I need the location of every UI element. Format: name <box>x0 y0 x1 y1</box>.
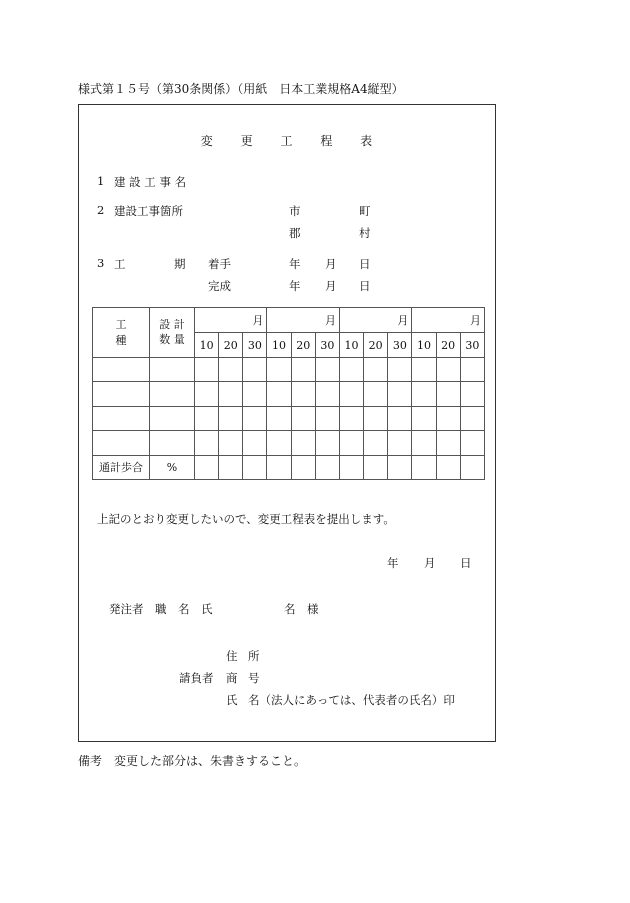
village-label: 村 <box>359 226 371 240</box>
contractor-name-a: 氏 <box>226 693 238 707</box>
date-month: 月 <box>424 556 436 570</box>
cell <box>243 455 267 479</box>
cell <box>436 357 460 381</box>
cell <box>267 455 291 479</box>
kind-char-a: 工 <box>115 318 127 332</box>
title-char: 更 <box>240 134 254 148</box>
item3-label-b: 期 <box>174 257 186 271</box>
day-header: 30 <box>243 333 267 357</box>
day-header: 30 <box>388 333 412 357</box>
cell <box>412 431 436 455</box>
cell <box>436 431 460 455</box>
cell <box>150 382 195 406</box>
title-char: 表 <box>360 134 374 148</box>
cell <box>315 455 339 479</box>
cell <box>339 455 363 479</box>
day-header: 10 <box>195 333 219 357</box>
month-header: 月 <box>267 308 339 333</box>
qty-line-a: 設 計 <box>159 318 185 332</box>
contractor-label: 請負者 <box>179 671 214 685</box>
cell <box>412 455 436 479</box>
cell <box>315 431 339 455</box>
day-header: 20 <box>364 333 388 357</box>
form-header: 様式第１５号（第30条関係）（用紙 日本工業規格A4縦型） <box>78 82 404 96</box>
cell <box>388 455 412 479</box>
cell <box>460 357 484 381</box>
end-year: 年 <box>289 279 301 293</box>
day-header: 30 <box>460 333 484 357</box>
cell <box>93 357 150 381</box>
percent-cell: % <box>150 455 195 479</box>
cell <box>291 406 315 430</box>
start-day: 日 <box>359 257 371 271</box>
orderer-name-a: 名 <box>178 602 190 616</box>
end-month: 月 <box>325 279 337 293</box>
cell <box>339 382 363 406</box>
cell <box>267 382 291 406</box>
cell <box>388 382 412 406</box>
schedule-table <box>92 307 485 480</box>
start-label: 着手 <box>208 257 231 271</box>
cell <box>364 357 388 381</box>
contractor-address-b: 所 <box>248 649 260 663</box>
cell <box>93 431 150 455</box>
cell <box>460 455 484 479</box>
cell <box>291 455 315 479</box>
cell <box>412 406 436 430</box>
orderer-name-c: 名 <box>284 602 296 616</box>
cell <box>388 406 412 430</box>
cell <box>460 406 484 430</box>
item1-label: 建 設 工 事 名 <box>114 175 187 189</box>
day-header: 20 <box>436 333 460 357</box>
cell <box>219 382 243 406</box>
note-text: 備考 変更した部分は、朱書きすること。 <box>78 754 307 768</box>
cell <box>219 357 243 381</box>
day-header: 20 <box>291 333 315 357</box>
orderer-position: 職 <box>155 602 167 616</box>
month-header: 月 <box>339 308 411 333</box>
statement-text: 上記のとおり変更したいので、変更工程表を提出します。 <box>97 512 395 526</box>
cell <box>436 455 460 479</box>
orderer-honorific: 様 <box>307 602 319 616</box>
table-row <box>93 382 485 406</box>
item3-number: 3 <box>97 256 105 270</box>
day-header: 10 <box>412 333 436 357</box>
start-year: 年 <box>289 257 301 271</box>
form-frame <box>78 104 496 742</box>
cell <box>267 406 291 430</box>
cell <box>243 431 267 455</box>
total-row <box>93 455 485 479</box>
title-char: 変 <box>200 134 214 148</box>
month-header: 月 <box>412 308 485 333</box>
total-label: 通計歩合 <box>93 455 150 479</box>
cell <box>267 431 291 455</box>
day-header: 30 <box>315 333 339 357</box>
town-label: 町 <box>359 204 371 218</box>
cell <box>150 431 195 455</box>
date-year: 年 <box>387 556 399 570</box>
cell <box>315 357 339 381</box>
cell <box>436 406 460 430</box>
month-header: 月 <box>195 308 267 333</box>
day-header: 20 <box>219 333 243 357</box>
cell <box>243 406 267 430</box>
cell <box>195 357 219 381</box>
item1-number: 1 <box>97 174 105 188</box>
date-day: 日 <box>460 556 472 570</box>
cell <box>388 357 412 381</box>
end-label: 完成 <box>208 279 231 293</box>
cell <box>315 382 339 406</box>
table-row <box>93 357 485 381</box>
cell <box>364 406 388 430</box>
contractor-trade-b: 号 <box>248 671 260 685</box>
cell <box>364 431 388 455</box>
cell <box>339 357 363 381</box>
table-row <box>93 406 485 430</box>
qty-line-b: 数 量 <box>159 333 185 347</box>
cell <box>339 406 363 430</box>
cell <box>291 382 315 406</box>
cell <box>243 357 267 381</box>
form-title <box>79 132 495 149</box>
orderer-label: 発注者 <box>109 602 144 616</box>
title-char: 工 <box>280 134 294 148</box>
kind-char-b: 種 <box>115 334 127 348</box>
cell <box>219 431 243 455</box>
contractor-trade-a: 商 <box>226 671 238 685</box>
cell <box>412 382 436 406</box>
cell <box>364 455 388 479</box>
cell <box>195 455 219 479</box>
cell <box>460 431 484 455</box>
day-header: 10 <box>339 333 363 357</box>
cell <box>436 382 460 406</box>
contractor-name-b: 名（法人にあっては、代表者の氏名）印 <box>248 693 455 707</box>
end-day: 日 <box>359 279 371 293</box>
cell <box>219 455 243 479</box>
cell <box>388 431 412 455</box>
orderer-name-b: 氏 <box>201 602 213 616</box>
col-header-kind <box>93 308 150 358</box>
col-header-quantity <box>150 308 195 358</box>
start-month: 月 <box>325 257 337 271</box>
contractor-address-a: 住 <box>226 649 238 663</box>
item2-number: 2 <box>97 203 105 217</box>
cell <box>267 357 291 381</box>
cell <box>460 382 484 406</box>
cell <box>219 406 243 430</box>
day-header: 10 <box>267 333 291 357</box>
cell <box>195 431 219 455</box>
cell <box>195 382 219 406</box>
title-char: 程 <box>320 134 334 148</box>
cell <box>195 406 219 430</box>
cell <box>150 357 195 381</box>
cell <box>315 406 339 430</box>
cell <box>291 357 315 381</box>
cell <box>93 406 150 430</box>
cell <box>339 431 363 455</box>
cell <box>291 431 315 455</box>
city-label: 市 <box>289 204 301 218</box>
cell <box>243 382 267 406</box>
item2-label: 建設工事箇所 <box>114 204 183 218</box>
cell <box>412 357 436 381</box>
cell <box>364 382 388 406</box>
county-label: 郡 <box>289 226 301 240</box>
cell <box>93 382 150 406</box>
cell <box>150 406 195 430</box>
table-row <box>93 431 485 455</box>
item3-label-a: 工 <box>114 257 126 271</box>
